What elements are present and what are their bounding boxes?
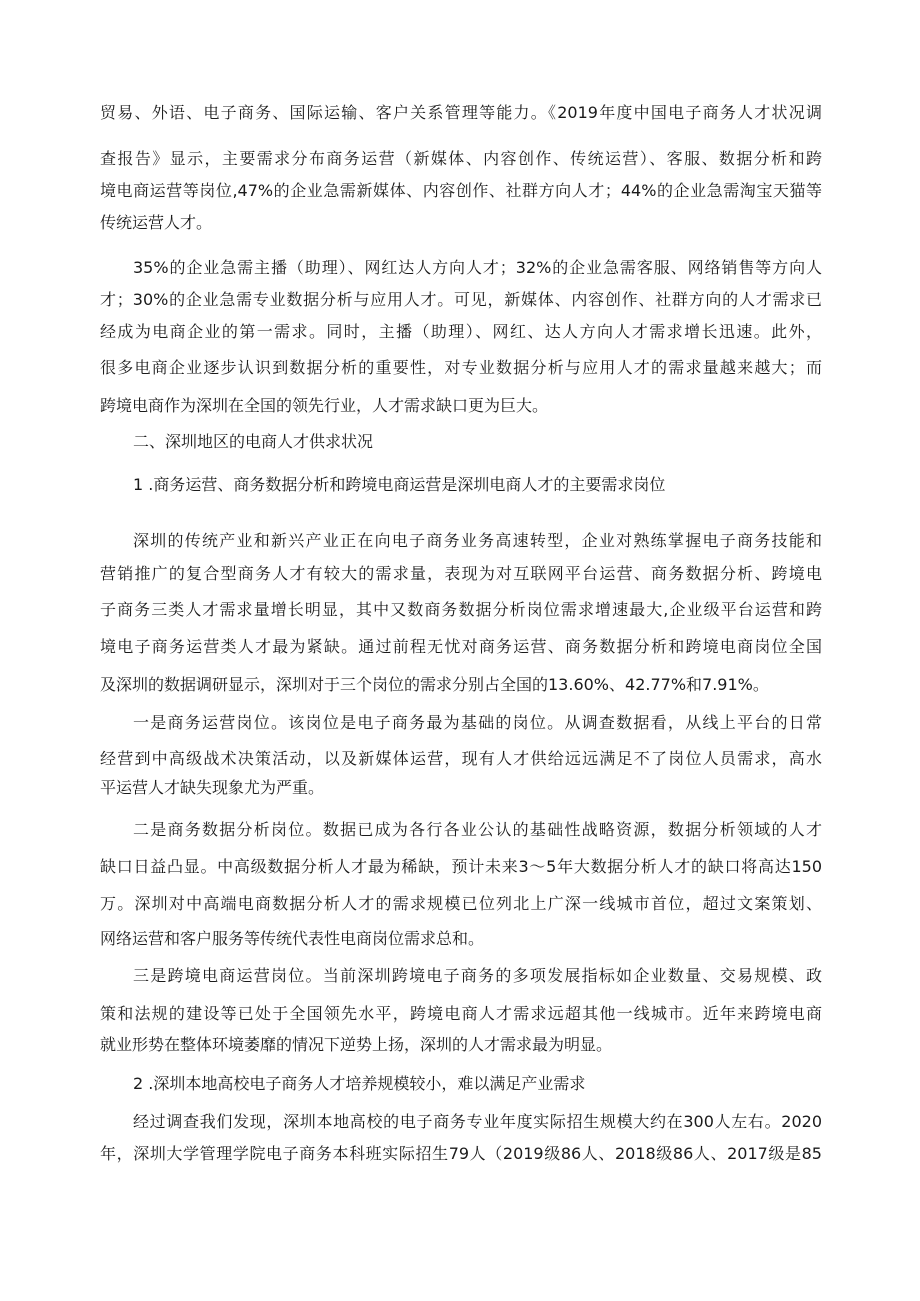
text-line: 才；30%的企业急需专业数据分析与应用人才。可见，新媒体、内容创作、社群方向的人才需求已 <box>100 290 822 309</box>
text-line: 策和法规的建设等已处于全国领先水平，跨境电商人才需求远超其他一线城市。近年来跨境电商 <box>100 1004 822 1023</box>
text-line: 子商务三类人才需求量增长明显，其中又数商务数据分析岗位需求增速最大,企业级平台运营和跨 <box>100 600 822 619</box>
text-line: 深圳的传统产业和新兴产业正在向电子商务业务高速转型，企业对熟练掌握电子商务技能和 <box>133 531 822 550</box>
text-line: 平运营人才缺失现象尤为严重。 <box>100 778 325 797</box>
section-heading: 二、深圳地区的电商人才供求状况 <box>133 432 374 451</box>
text-line: 缺口日益凸显。中高级数据分析人才最为稀缺，预计未来3～5年大数据分析人才的缺口将高达150 <box>100 857 822 876</box>
text-line: 一是商务运营岗位。该岗位是电子商务最为基础的岗位。从调查数据看，从线上平台的日常 <box>133 713 822 732</box>
text-line: 就业形势在整体环境萎靡的情况下逆势上扬，深圳的人才需求最为明显。 <box>100 1035 613 1054</box>
text-line: 境电子商务运营类人才最为紧缺。通过前程无忧对商务运营、商务数据分析和跨境电商岗位全国 <box>100 637 822 656</box>
text-line: 贸易、外语、电子商务、国际运输、客户关系管理等能力。《2019年度中国电子商务人才状况调 <box>100 103 822 122</box>
text-line: 经成为电商企业的第一需求。同时，主播（助理）、网红、达人方向人才需求增长迅速。此外， <box>100 322 822 341</box>
text-line: 营销推广的复合型商务人才有较大的需求量，表现为对互联网平台运营、商务数据分析、跨境电 <box>100 564 822 583</box>
text-line: 万。深圳对中高端电商数据分析人才的需求规模已位列北上广深一线城市首位，超过文案策划、 <box>100 894 822 913</box>
text-line: 三是跨境电商运营岗位。当前深圳跨境电子商务的多项发展指标如企业数量、交易规模、政 <box>133 966 822 985</box>
text-line: 网络运营和客户服务等传统代表性电商岗位需求总和。 <box>100 929 485 948</box>
text-line: 很多电商企业逐步认识到数据分析的重要性，对专业数据分析与应用人才的需求量越来越大；而 <box>100 358 822 377</box>
text-line: 跨境电商作为深圳在全国的领先行业，人才需求缺口更为巨大。 <box>100 396 549 415</box>
text-line: 查报告》显示，主要需求分布商务运营（新媒体、内容创作、传统运营）、客服、数据分析和跨 <box>100 149 822 168</box>
text-line: 二是商务数据分析岗位。数据已成为各行各业公认的基础性战略资源，数据分析领域的人才 <box>133 820 822 839</box>
subsection-heading: 2 .深圳本地高校电子商务人才培养规模较小，难以满足产业需求 <box>133 1074 586 1093</box>
text-line: 经营到中高级战术决策活动，以及新媒体运营，现有人才供给远远满足不了岗位人员需求，高水 <box>100 749 822 768</box>
text-line: 传统运营人才。 <box>100 213 213 232</box>
text-line: 境电商运营等岗位,47%的企业急需新媒体、内容创作、社群方向人才；44%的企业急需淘宝天猫等 <box>100 181 822 200</box>
subsection-heading: 1 .商务运营、商务数据分析和跨境电商运营是深圳电商人才的主要需求岗位 <box>133 475 666 494</box>
text-line: 年，深圳大学管理学院电子商务本科班实际招生79人（2019级86人、2018级86人、2017级是85 <box>100 1144 822 1163</box>
text-line: 经过调查我们发现，深圳本地高校的电子商务专业年度实际招生规模大约在300人左右。2020 <box>133 1112 822 1131</box>
text-line: 及深圳的数据调研显示，深圳对于三个岗位的需求分别占全国的13.60%、42.77%和7.91%。 <box>100 675 769 694</box>
text-line: 35%的企业急需主播（助理）、网红达人方向人才；32%的企业急需客服、网络销售等方向人 <box>133 258 822 277</box>
